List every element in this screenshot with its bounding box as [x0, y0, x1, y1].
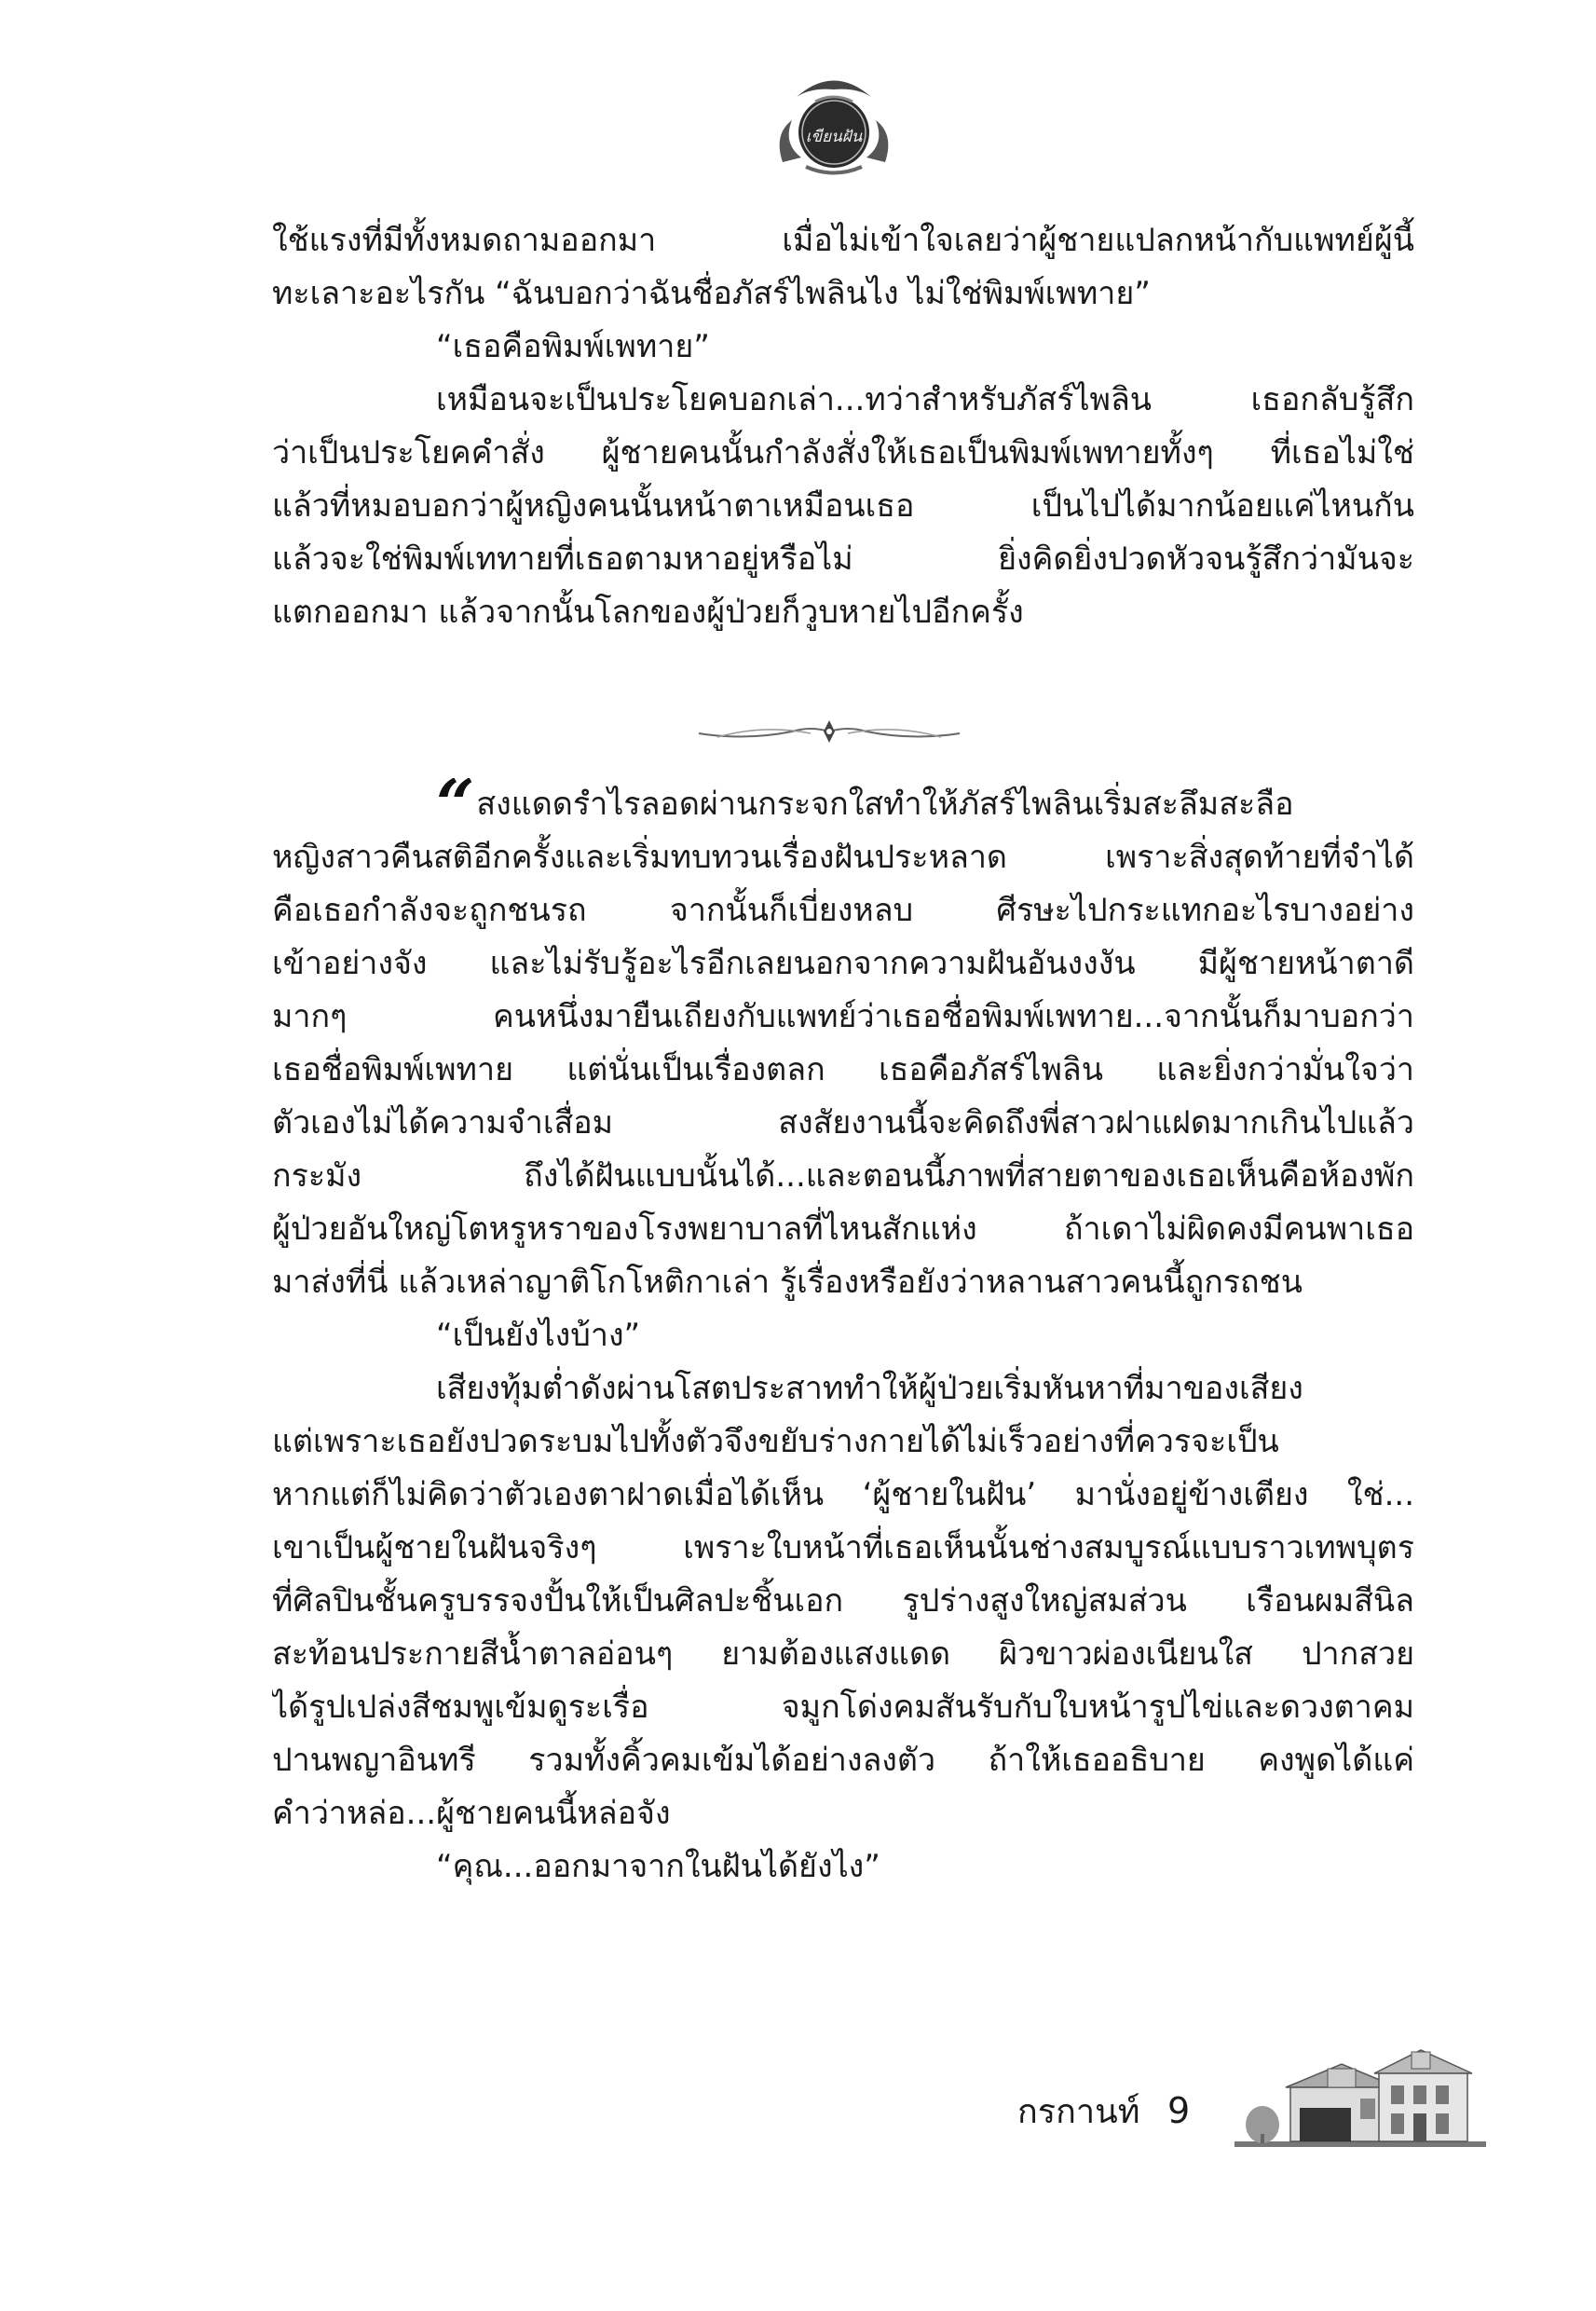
text-line: ผู้ป่วยอันใหญ่โตหรูหราของโรงพยาบาลที่ไหนสักแห่ง ถ้าเดาไม่ผิดคงมีคนพาเธอ: [272, 1210, 1414, 1248]
text-line: ใช้แรงที่มีทั้งหมดถามออกมา เมื่อไม่เข้าใจเลยว่าผู้ชายแปลกหน้ากับแพทย์ผู้นี้: [272, 222, 1414, 259]
main-text: [272, 778, 1414, 1894]
dialog-line: “เธอคือพิมพ์เพทาย”: [436, 328, 710, 365]
text-line: แต่เพราะเธอยังปวดระบมไปทั้งตัวจึงขยับร่างกายได้ไม่เร็วอย่างที่ควรจะเป็น: [272, 1423, 1279, 1460]
text-line: กระมัง ถึงได้ฝันแบบนั้นได้...และตอนนี้ภาพที่สายตาของเธอเห็นคือห้องพัก: [272, 1157, 1414, 1195]
text-line: [272, 778, 1414, 831]
text-line: เขาเป็นผู้ชายในฝันจริงๆ เพราะใบหน้าที่เธอเห็นนั้นช่างสมบูรณ์แบบราวเทพบุตร: [272, 1529, 1414, 1566]
text-line-content: สงแดดรำไรลอดผ่านกระจกใสทำให้ภัสร์ไพลินเริ่มสะลึมสะลือ: [476, 786, 1294, 823]
text-line: ที่ศิลปินชั้นครูบรรจงปั้นให้เป็นศิลปะชิ้นเอก รูปร่างสูงใหญ่สมส่วน เรือนผมสีนิล: [272, 1582, 1414, 1620]
running-footer-title: กรกานท์: [1017, 2093, 1140, 2131]
section-divider-ornament: [689, 713, 969, 750]
text-line: แตกออกมา แล้วจากนั้นโลกของผู้ป่วยก็วูบหายไปอีกครั้ง: [272, 594, 1024, 631]
house-illustration: [1235, 2031, 1486, 2157]
text-line: คือเธอกำลังจะถูกชนรถ จากนั้นก็เบี่ยงหลบ ศีรษะไปกระแทกอะไรบางอย่าง: [272, 892, 1414, 929]
text-line: หญิงสาวคืนสติอีกครั้งและเริ่มทบทวนเรื่องฝันประหลาด เพราะสิ่งสุดท้ายที่จำได้: [272, 839, 1414, 876]
text-line: สะท้อนประกายสีน้ำตาลอ่อนๆ ยามต้องแสงแดด ผิวขาวผ่องเนียนใส ปากสวย: [272, 1635, 1414, 1673]
text-line: มากๆ คนหนึ่งมายืนเถียงกับแพทย์ว่าเธอชื่อพิมพ์เพทาย...จากนั้นก็มาบอกว่า: [272, 998, 1414, 1035]
dialog-line: “เป็นยังไงบ้าง”: [436, 1317, 641, 1354]
text-line: ปานพญาอินทรี รวมทั้งคิ้วคมเข้มได้อย่างลงตัว ถ้าให้เธออธิบาย คงพูดได้แค่: [272, 1742, 1414, 1779]
text-line: เหมือนจะเป็นประโยคบอกเล่า...ทว่าสำหรับภัสร์ไพลิน เธอกลับรู้สึก: [436, 381, 1414, 418]
logo-text: เขียนฝัน: [805, 128, 863, 146]
text-line: คำว่าหล่อ...ผู้ชายคนนี้หล่อจัง: [272, 1795, 671, 1832]
top-text: [272, 214, 1414, 639]
text-line: แล้วที่หมอบอกว่าผู้หญิงคนนั้นหน้าตาเหมือนเธอ เป็นไปได้มากน้อยแค่ไหนกัน: [272, 487, 1414, 525]
text-line: มาส่งที่นี่ แล้วเหล่าญาติโกโหติกาเล่า รู้เรื่องหรือยังว่าหลานสาวคนนี้ถูกรถชน: [272, 1264, 1303, 1301]
text-line: หากแต่ก็ไม่คิดว่าตัวเองตาฝาดเมื่อได้เห็น ‘ผู้ชายในฝัน’ มานั่งอยู่ข้างเตียง ใช่...: [272, 1476, 1414, 1513]
text-line: ได้รูปเปล่งสีชมพูเข้มดูระเรื่อ จมูกโด่งคมสันรับกับใบหน้ารูปไข่และดวงตาคม: [272, 1689, 1414, 1726]
text-line: แล้วจะใช่พิมพ์เททายที่เธอตามหาอยู่หรือไม่ ยิ่งคิดยิ่งปวดหัวจนรู้สึกว่ามันจะ: [272, 540, 1414, 578]
publisher-logo: [764, 69, 904, 181]
text-line: เข้าอย่างจัง และไม่รับรู้อะไรอีกเลยนอกจากความฝันอันงงงัน มีผู้ชายหน้าตาดี: [272, 945, 1414, 982]
text-line: เธอชื่อพิมพ์เพทาย แต่นั่นเป็นเรื่องตลก เธอคือภัสร์ไพลิน และยิ่งกว่ามั่นใจว่า: [272, 1051, 1414, 1088]
text-line: ทะเลาะอะไรกัน “ฉันบอกว่าฉันชื่อภัสร์ไพลินไง ไม่ใช่พิมพ์เพทาย”: [272, 275, 1151, 312]
text-line: ตัวเองไม่ได้ความจำเสื่อม สงสัยงานนี้จะคิดถึงพี่สาวฝาแฝดมากเกินไปแล้ว: [272, 1104, 1414, 1142]
text-line: ว่าเป็นประโยคคำสั่ง ผู้ชายคนนั้นกำลังสั่งให้เธอเป็นพิมพ์เพทายทั้งๆ ที่เธอไม่ใช่: [272, 434, 1414, 472]
drop-quote-mark: “: [436, 778, 475, 831]
page-number: 9: [1167, 2090, 1191, 2131]
dialog-line: “คุณ...ออกมาจากในฝันได้ยังไง”: [436, 1848, 880, 1885]
text-line: เสียงทุ้มต่ำดังผ่านโสตประสาททำให้ผู้ป่วยเริ่มหันหาที่มาของเสียง: [436, 1370, 1303, 1407]
